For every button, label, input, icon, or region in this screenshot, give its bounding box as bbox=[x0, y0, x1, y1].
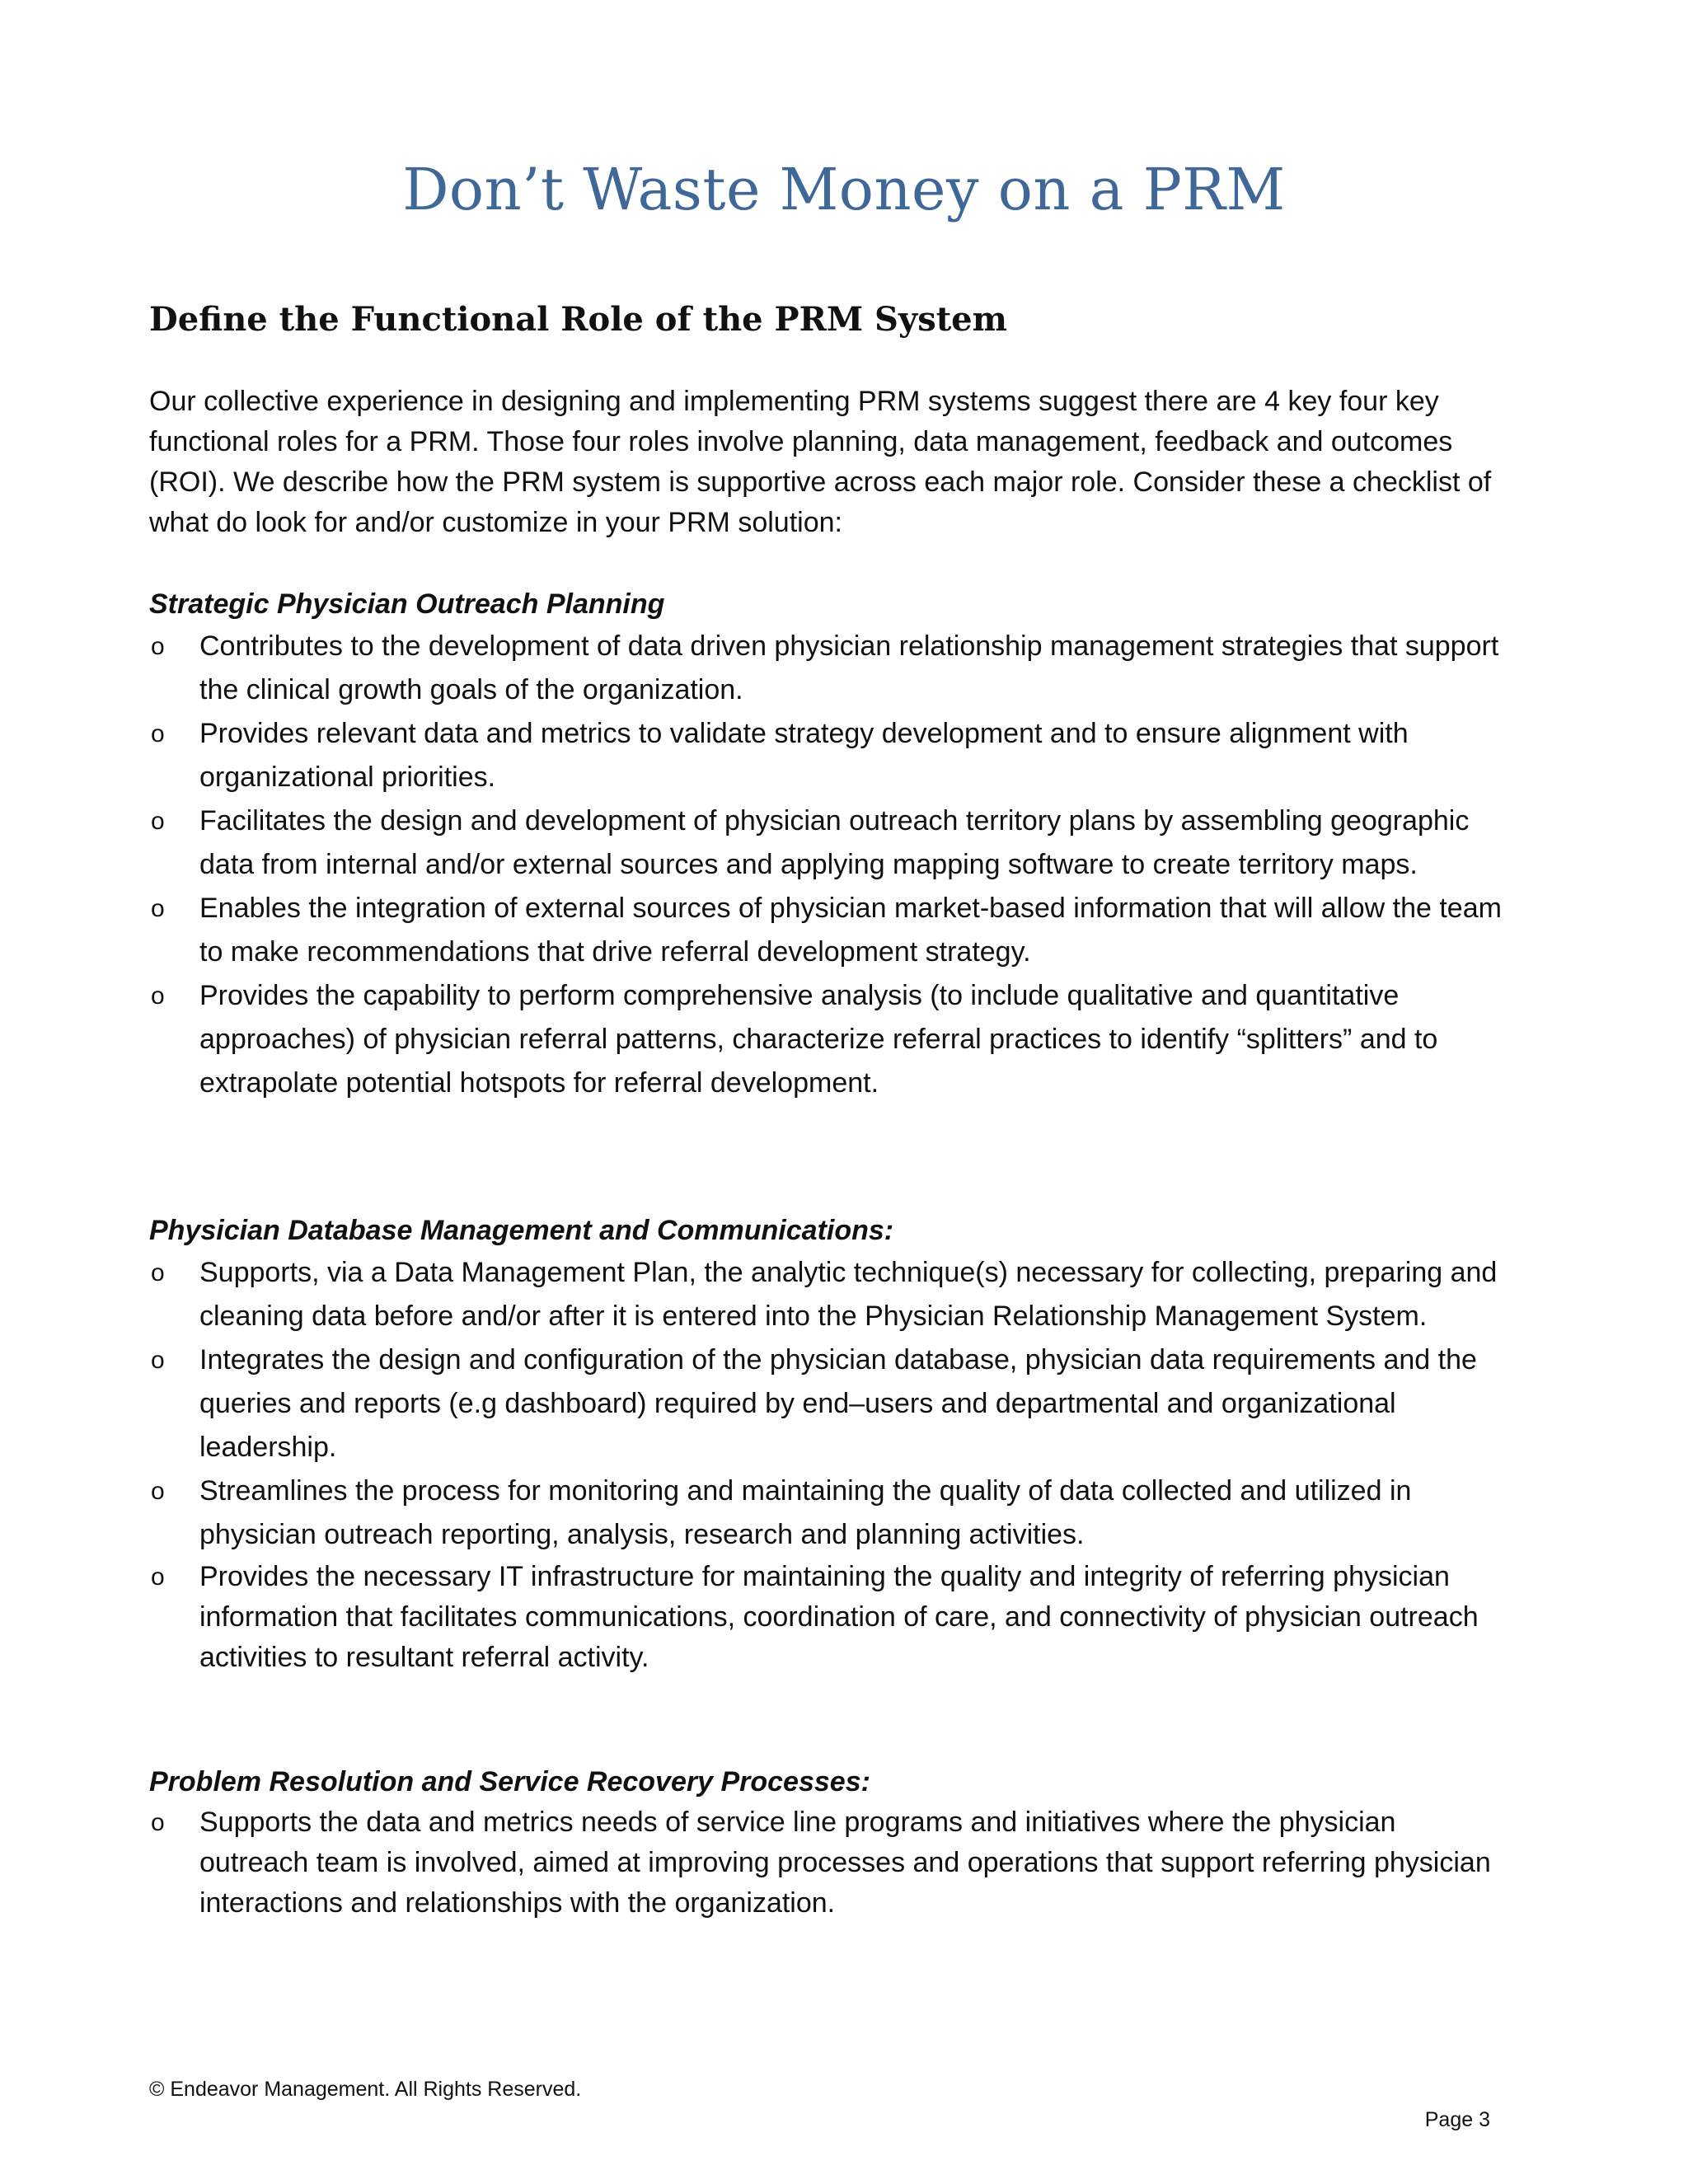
subheading-database-management: Physician Database Management and Communications: bbox=[149, 1215, 894, 1246]
footer-copyright: © Endeavor Management. All Rights Reserved. bbox=[149, 2078, 582, 2101]
bullet-marker: o bbox=[151, 1259, 165, 1286]
list-item-text: Contributes to the development of data driven physician relationship management strategies that support the clinical growth goals of the organization. bbox=[199, 630, 1499, 705]
list-item bbox=[149, 1251, 1509, 1338]
bullet-marker: o bbox=[151, 808, 165, 835]
list-item bbox=[149, 799, 1509, 887]
list-item-text: Provides the capability to perform comprehensive analysis (to include qualitative and quantitative approaches) of physician referral patterns, characterize referral practices to identify “splitters” and to extrapolate potential hotspots for referral development. bbox=[199, 980, 1438, 1099]
list-item-text: Provides the necessary IT infrastructure for maintaining the quality and integrity of referring physician information that facilitates communications, coordination of care, and connectivity of physician outreach activities to resultant referral activity. bbox=[199, 1561, 1479, 1673]
bullet-marker: o bbox=[151, 895, 165, 922]
bullet-marker: o bbox=[151, 1347, 165, 1374]
bullet-list-database-management bbox=[149, 1251, 1509, 1678]
subheading-strategic-planning: Strategic Physician Outreach Planning bbox=[149, 588, 665, 620]
bullet-marker: o bbox=[151, 982, 165, 1010]
list-item-text: Enables the integration of external sources of physician market-based information that will allow the team to make recommendations that drive referral development strategy. bbox=[199, 893, 1502, 968]
bullet-marker: o bbox=[151, 633, 165, 660]
list-item bbox=[149, 1802, 1509, 1924]
list-item bbox=[149, 1469, 1509, 1557]
intro-paragraph: Our collective experience in designing and implementing PRM systems suggest there are 4 key four key functional roles for a PRM. Those four roles involve planning, data management, feedback and outcomes (ROI). We describe how the PRM system is supportive across each major role. Consider these a checklist of what do look for and/or customize in your PRM solution: bbox=[149, 386, 1492, 538]
list-item-text: Supports, via a Data Management Plan, the analytic technique(s) necessary for collecting, preparing and cleaning data before and/or after it is entered into the Physician Relationship Management System. bbox=[199, 1257, 1498, 1332]
bullet-marker: o bbox=[151, 1809, 165, 1836]
list-item-text: Streamlines the process for monitoring and maintaining the quality of data collected and utilized in physician outreach reporting, analysis, research and planning activities. bbox=[199, 1475, 1412, 1550]
list-item bbox=[149, 1557, 1509, 1678]
list-item bbox=[149, 625, 1509, 712]
subheading-problem-resolution: Problem Resolution and Service Recovery Processes: bbox=[149, 1766, 870, 1797]
section-heading: Define the Functional Role of the PRM System bbox=[149, 300, 1007, 339]
list-item-text: Integrates the design and configuration of the physician database, physician data requirements and the queries and reports (e.g dashboard) required by end–users and departmental and organizational leadership. bbox=[199, 1344, 1477, 1463]
bullet-list-strategic-planning bbox=[149, 625, 1509, 1105]
list-item-text: Provides relevant data and metrics to validate strategy development and to ensure alignment with organizational priorities. bbox=[199, 718, 1409, 793]
bullet-marker: o bbox=[151, 720, 165, 748]
list-item bbox=[149, 887, 1509, 974]
bullet-marker: o bbox=[151, 1478, 165, 1505]
footer-page-number: Page 3 bbox=[1424, 2108, 1490, 2131]
bullet-list-problem-resolution bbox=[149, 1802, 1509, 1924]
list-item-text: Supports the data and metrics needs of service line programs and initiatives where the physician outreach team is involved, aimed at improving processes and operations that support referring physician interactions and relationships with the organization. bbox=[199, 1807, 1491, 1919]
document-title: Don’t Waste Money on a PRM bbox=[402, 156, 1286, 223]
list-item bbox=[149, 974, 1509, 1105]
list-item-text: Facilitates the design and development of physician outreach territory plans by assembling geographic data from internal and/or external sources and applying mapping software to create territory maps. bbox=[199, 805, 1470, 880]
bullet-marker: o bbox=[151, 1563, 165, 1591]
list-item bbox=[149, 712, 1509, 799]
list-item bbox=[149, 1338, 1509, 1469]
